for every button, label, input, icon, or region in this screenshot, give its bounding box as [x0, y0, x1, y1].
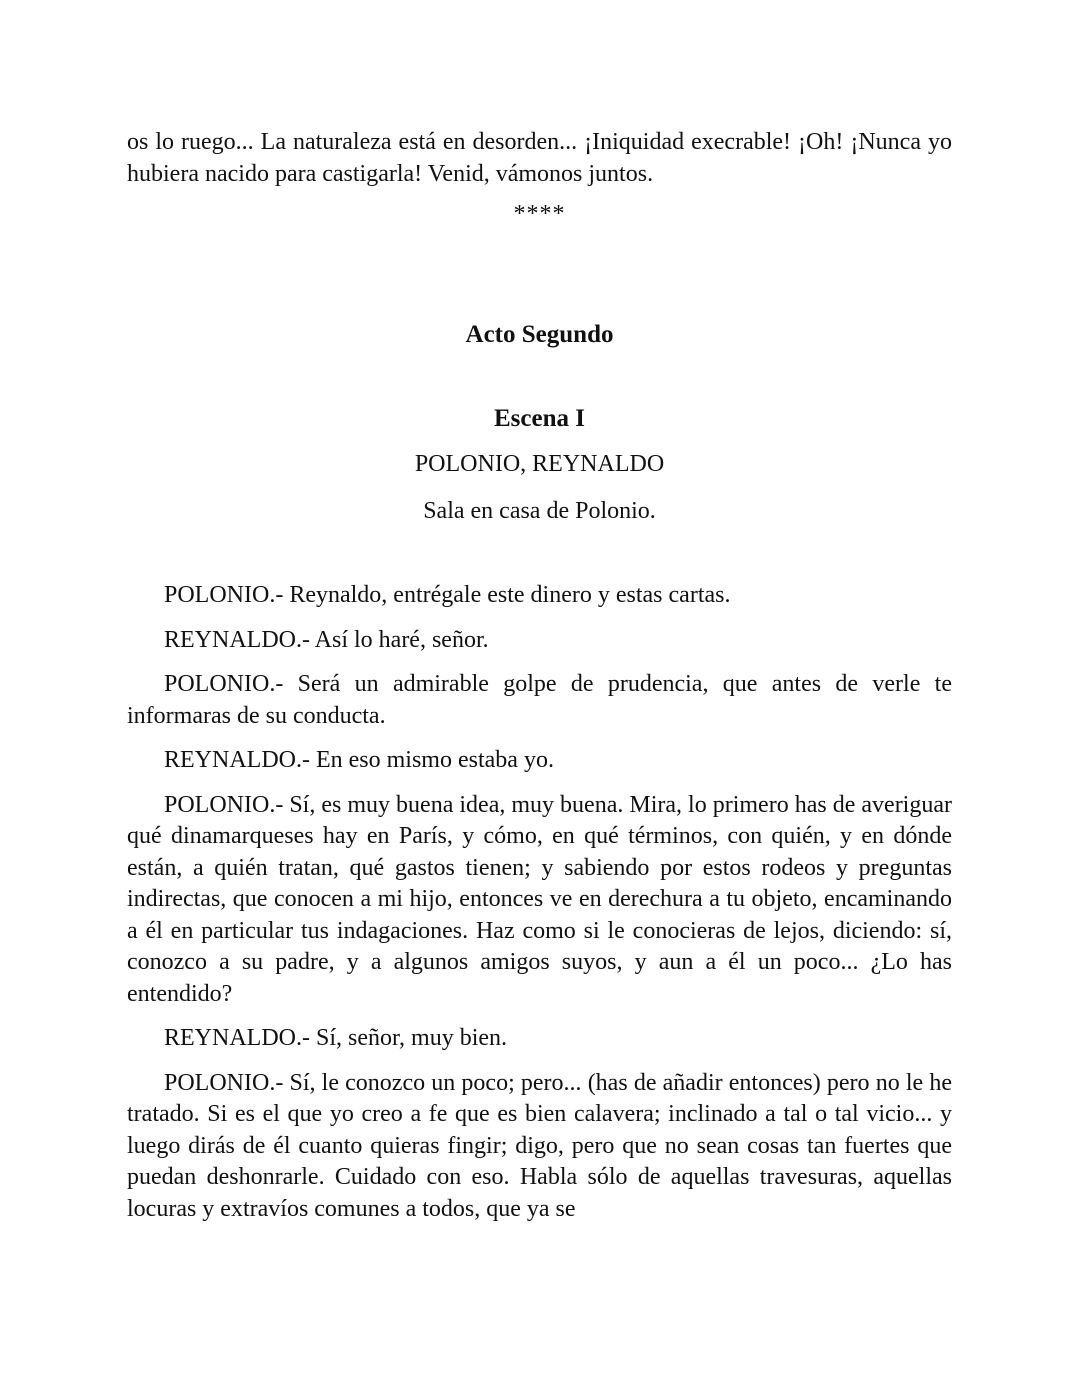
scene-characters: POLONIO, REYNALDO — [414, 451, 665, 477]
scene-title: Escena I — [494, 404, 585, 432]
speech-line: POLONIO.- Sí, es muy buena idea, muy buena. Mira, lo primero has de averiguar qué dinamarqueses hay en París, y cómo, en qué términos, con quién, y en dónde están, a quién tratan, qué gastos tienen; y sabiendo por estos rodeos y preguntas indirectas, que conocen a mi hijo, entonces ve en derechura a tu objeto, encaminando a él en particular tus indagaciones. Haz como si le conocieras de lejos, diciendo: sí, conozco a su padre, y a algunos amigos suyos, y aun a él un poco... ¿Lo has entendido? — [127, 791, 952, 1007]
speech-line: REYNALDO.- Sí, señor, muy bien. — [164, 1025, 508, 1051]
speech-line: REYNALDO.- Así lo haré, señor. — [164, 626, 489, 653]
speech-line: REYNALDO.- En eso mismo estaba yo. — [164, 747, 554, 773]
dialogue — [127, 580, 952, 1225]
speech-line: POLONIO.- Será un admirable golpe de prudencia, que antes de verle te informaras de su conducta. — [127, 671, 952, 729]
continuation-paragraph: os lo ruego... La naturaleza está en desorden... ¡Iniquidad execrable! ¡Oh! ¡Nunca yo hubiera nacido para castigarla! Venid, vámonos juntos. — [127, 129, 952, 187]
page-content — [127, 127, 952, 1238]
section-separator: **** — [513, 201, 566, 227]
speech-line: POLONIO.- Reynaldo, entrégale este dinero y estas cartas. — [164, 582, 731, 608]
speech-line: POLONIO.- Sí, le conozco un poco; pero... (has de añadir entonces) pero no le he tratado. Si es el que yo creo a fe que es bien calavera; inclinado a tal o tal vicio... y luego dirás de él cuanto quieras fingir; digo, pero que no sean cosas tan fuertes que puedan deshonrarle. Cuidado con eso. Habla sólo de aquellas travesuras, aquellas locuras y extravíos comunes a todos, que ya se — [127, 1069, 952, 1222]
act-title: Acto Segundo — [465, 321, 614, 348]
scene-setting: Sala en casa de Polonio. — [423, 497, 656, 524]
